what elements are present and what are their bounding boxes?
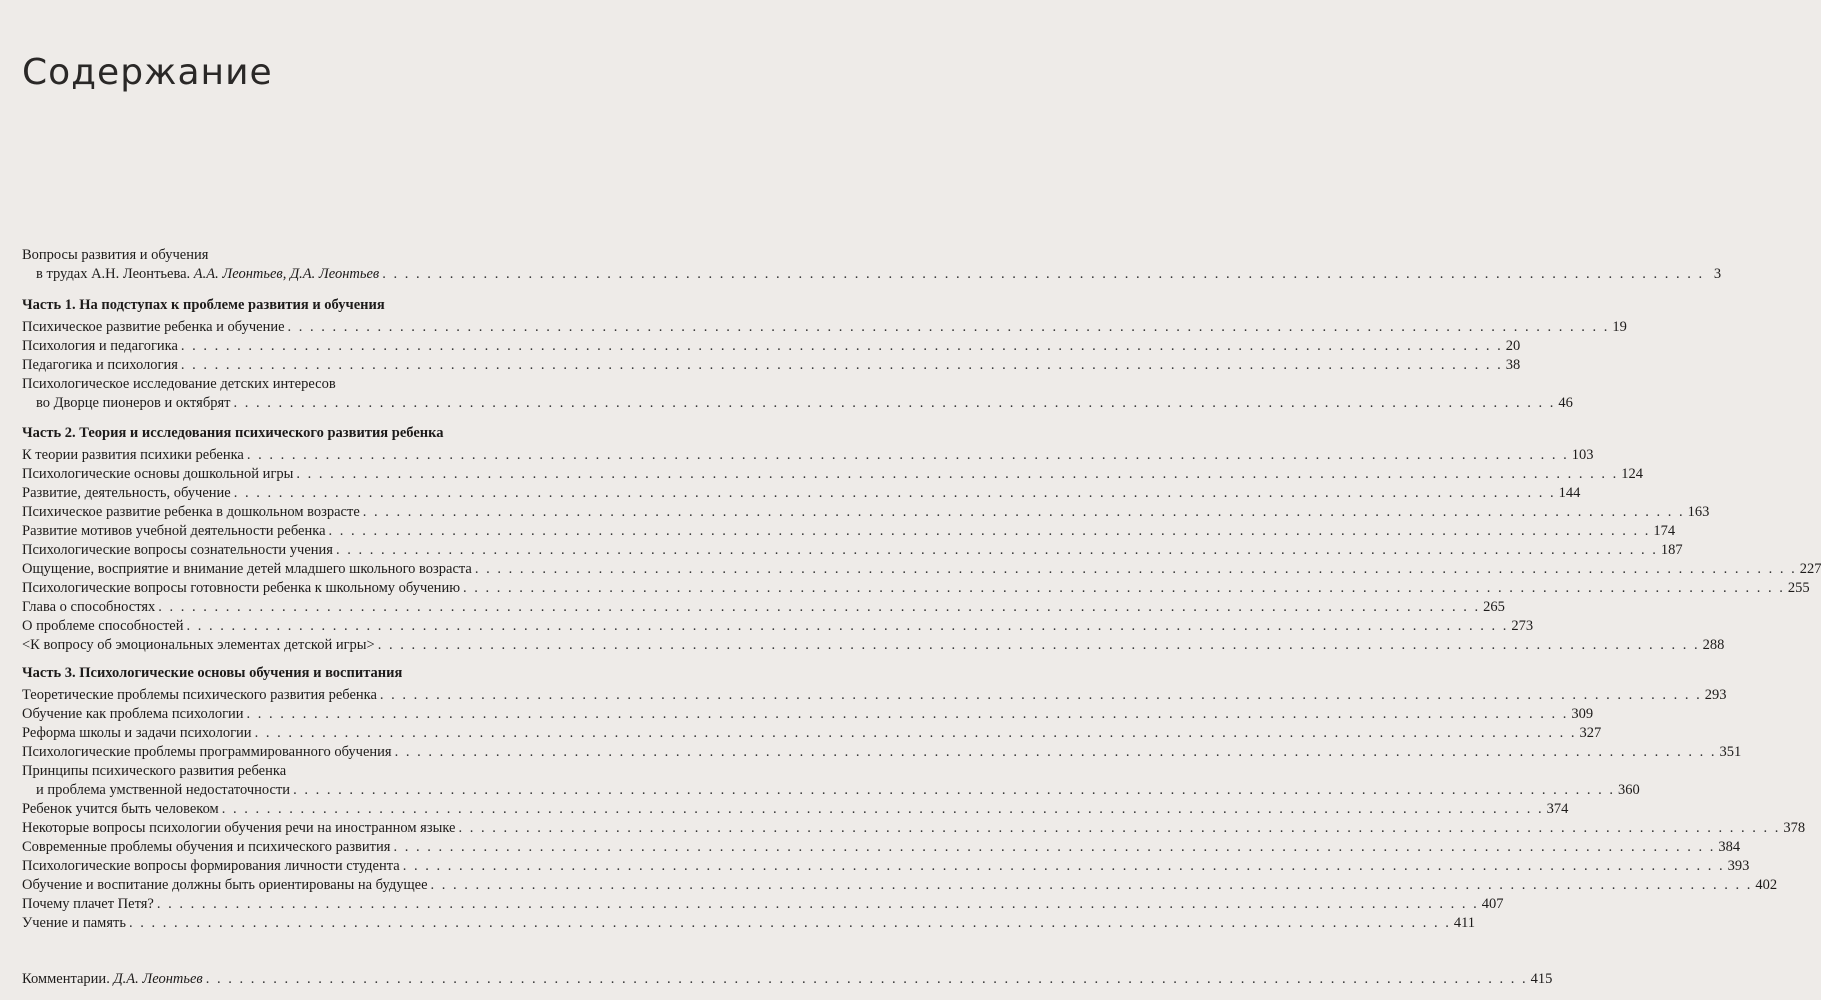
toc-entry[interactable]: Психологические вопросы готовности ребенка к школьному обучению . . . . . . . . . . . . . . . . . . . . . . . . . . . . . . . . . . . . . . . . . . . . . . . . . . . . . . . . . . . . . . . . . . . . . . . . . . . . . . . . . . . . . . . . . . . . . . . . . . . . . . . . . . . . . . . . . . . . . . 255 [22,580,1810,596]
part1-heading: Часть 1. На подступах к проблеме развития и обучения [22,297,385,313]
page-number: 309 [1571,706,1594,722]
page-number: 46 [1558,395,1573,411]
toc-entry[interactable]: Современные проблемы обучения и психического развития . . . . . . . . . . . . . . . . . . . . . . . . . . . . . . . . . . . . . . . . . . . . . . . . . . . . . . . . . . . . . . . . . . . . . . . . . . . . . . . . . . . . . . . . . . . . . . . . . . . . . . . . . . . . . . . . . . . . . . 384 [22,839,1741,855]
page-number: 351 [1719,744,1742,760]
toc-entry-line1: Вопросы развития и обучения [22,247,209,263]
toc-entry[interactable]: Психическое развитие ребенка в дошкольном возрасте . . . . . . . . . . . . . . . . . . . . . . . . . . . . . . . . . . . . . . . . . . . . . . . . . . . . . . . . . . . . . . . . . . . . . . . . . . . . . . . . . . . . . . . . . . . . . . . . . . . . . . . . . . . . . . . . . . . . . . 163 [22,504,1710,520]
toc-comments [22,970,1553,989]
toc-intro [22,246,1722,284]
dot-leader: . . . . . . . . . . . . . . . . . . . . . . . . . . . . . . . . . . . . . . . . . . . . . . . . . . . . . . . . . . . . . . . . . . . . . . . . . . . . . . . . . . . . . . . . . . . . . . . . . . . . . . . . . . . . . . . . . . . . . . [128,915,1451,931]
page-number: 411 [1453,915,1476,931]
dot-leader: . . . . . . . . . . . . . . . . . . . . . . . . . . . . . . . . . . . . . . . . . . . . . . . . . . . . . . . . . . . . . . . . . . . . . . . . . . . . . . . . . . . . . . . . . . . . . . . . . . . . . . . . . . . . . . . . . . . . . . [180,357,1503,373]
dot-leader: . . . . . . . . . . . . . . . . . . . . . . . . . . . . . . . . . . . . . . . . . . . . . . . . . . . . . . . . . . . . . . . . . . . . . . . . . . . . . . . . . . . . . . . . . . . . . . . . . . . . . . . . . . . . . . . . . . . . . . [458,820,1781,836]
toc-entry-text: в трудах А.Н. Леонтьева. А.А. Леонтьев, Д.А. Леонтьев [36,266,380,282]
dot-leader: . . . . . . . . . . . . . . . . . . . . . . . . . . . . . . . . . . . . . . . . . . . . . . . . . . . . . . . . . . . . . . . . . . . . . . . . . . . . . . . . . . . . . . . . . . . . . . . . . . . . . . . . . . . . . . . . . . . . . . [382,266,1705,282]
toc-entry[interactable]: <К вопросу об эмоциональных элементах детской игры> . . . . . . . . . . . . . . . . . . . . . . . . . . . . . . . . . . . . . . . . . . . . . . . . . . . . . . . . . . . . . . . . . . . . . . . . . . . . . . . . . . . . . . . . . . . . . . . . . . . . . . . . . . . . . . . . . . . . . . 288 [22,637,1725,653]
toc-entry[interactable]: Некоторые вопросы психологии обучения речи на иностранном языке . . . . . . . . . . . . . . . . . . . . . . . . . . . . . . . . . . . . . . . . . . . . . . . . . . . . . . . . . . . . . . . . . . . . . . . . . . . . . . . . . . . . . . . . . . . . . . . . . . . . . . . . . . . . . . . . . . . . . . 378 [22,820,1806,836]
dot-leader: . . . . . . . . . . . . . . . . . . . . . . . . . . . . . . . . . . . . . . . . . . . . . . . . . . . . . . . . . . . . . . . . . . . . . . . . . . . . . . . . . . . . . . . . . . . . . . . . . . . . . . . . . . . . . . . . . . . . . . [186,618,1509,634]
dot-leader: . . . . . . . . . . . . . . . . . . . . . . . . . . . . . . . . . . . . . . . . . . . . . . . . . . . . . . . . . . . . . . . . . . . . . . . . . . . . . . . . . . . . . . . . . . . . . . . . . . . . . . . . . . . . . . . . . . . . . . [221,801,1544,817]
page-number: 174 [1653,523,1676,539]
toc-entry[interactable]: Принципы психического развития ребенка и проблема умственной недостаточности . . . . . . . . . . . . . . . . . . . . . . . . . . . . . . . . . . . . . . . . . . . . . . . . . . . . . . . . . . . . . . . . . . . . . . . . . . . . . . . . . . . . . . . . . . . . . . . . . . . . . . . . . . . . . . . . . . . . . . 360 [22,763,1640,798]
part2-heading: Часть 2. Теория и исследования психического развития ребенка [22,425,444,441]
dot-leader: . . . . . . . . . . . . . . . . . . . . . . . . . . . . . . . . . . . . . . . . . . . . . . . . . . . . . . . . . . . . . . . . . . . . . . . . . . . . . . . . . . . . . . . . . . . . . . . . . . . . . . . . . . . . . . . . . . . . . . [379,687,1702,703]
toc-entry-comments[interactable] [22,970,1553,989]
page-number: 293 [1704,687,1727,703]
dot-leader: . . . . . . . . . . . . . . . . . . . . . . . . . . . . . . . . . . . . . . . . . . . . . . . . . . . . . . . . . . . . . . . . . . . . . . . . . . . . . . . . . . . . . . . . . . . . . . . . . . . . . . . . . . . . . . . . . . . . . . [293,782,1615,798]
toc-entry[interactable]: Глава о способностях . . . . . . . . . . . . . . . . . . . . . . . . . . . . . . . . . . . . . . . . . . . . . . . . . . . . . . . . . . . . . . . . . . . . . . . . . . . . . . . . . . . . . . . . . . . . . . . . . . . . . . . . . . . . . . . . . . . . . . 265 [22,599,1505,615]
page-number: 415 [1530,971,1553,987]
page-number: 38 [1505,357,1521,373]
dot-leader: . . . . . . . . . . . . . . . . . . . . . . . . . . . . . . . . . . . . . . . . . . . . . . . . . . . . . . . . . . . . . . . . . . . . . . . . . . . . . . . . . . . . . . . . . . . . . . . . . . . . . . . . . . . . . . . . . . . . . . [233,395,1556,411]
toc-entry[interactable]: Психологические основы дошкольной игры . . . . . . . . . . . . . . . . . . . . . . . . . . . . . . . . . . . . . . . . . . . . . . . . . . . . . . . . . . . . . . . . . . . . . . . . . . . . . . . . . . . . . . . . . . . . . . . . . . . . . . . . . . . . . . . . . . . . . . 124 [22,466,1644,482]
page-number: 407 [1481,896,1504,912]
dot-leader: . . . . . . . . . . . . . . . . . . . . . . . . . . . . . . . . . . . . . . . . . . . . . . . . . . . . . . . . . . . . . . . . . . . . . . . . . . . . . . . . . . . . . . . . . . . . . . . . . . . . . . . . . . . . . . . . . . . . . . [156,896,1479,912]
toc-entry[interactable]: Психологические вопросы формирования личности студента . . . . . . . . . . . . . . . . . . . . . . . . . . . . . . . . . . . . . . . . . . . . . . . . . . . . . . . . . . . . . . . . . . . . . . . . . . . . . . . . . . . . . . . . . . . . . . . . . . . . . . . . . . . . . . . . . . . . . . 393 [22,858,1750,874]
authors: А.А. Леонтьев, Д.А. Леонтьев [193,266,380,282]
dot-leader: . . . . . . . . . . . . . . . . . . . . . . . . . . . . . . . . . . . . . . . . . . . . . . . . . . . . . . . . . . . . . . . . . . . . . . . . . . . . . . . . . . . . . . . . . . . . . . . . . . . . . . . . . . . . . . . . . . . . . . [205,971,1528,987]
dot-leader: . . . . . . . . . . . . . . . . . . . . . . . . . . . . . . . . . . . . . . . . . . . . . . . . . . . . . . . . . . . . . . . . . . . . . . . . . . . . . . . . . . . . . . . . . . . . . . . . . . . . . . . . . . . . . . . . . . . . . . [393,839,1716,855]
toc-entry[interactable]: Теоретические проблемы психического развития ребенка . . . . . . . . . . . . . . . . . . . . . . . . . . . . . . . . . . . . . . . . . . . . . . . . . . . . . . . . . . . . . . . . . . . . . . . . . . . . . . . . . . . . . . . . . . . . . . . . . . . . . . . . . . . . . . . . . . . . . . 293 [22,687,1727,703]
page-number: 327 [1579,725,1602,741]
toc-entry[interactable]: Психическое развитие ребенка и обучение . . . . . . . . . . . . . . . . . . . . . . . . . . . . . . . . . . . . . . . . . . . . . . . . . . . . . . . . . . . . . . . . . . . . . . . . . . . . . . . . . . . . . . . . . . . . . . . . . . . . . . . . . . . . . . . . . . . . . . 19 [22,319,1627,335]
page-number: 288 [1702,637,1725,653]
toc-entry[interactable]: Психологические проблемы программированного обучения . . . . . . . . . . . . . . . . . . . . . . . . . . . . . . . . . . . . . . . . . . . . . . . . . . . . . . . . . . . . . . . . . . . . . . . . . . . . . . . . . . . . . . . . . . . . . . . . . . . . . . . . . . . . . . . . . . . . . . 351 [22,744,1742,760]
toc-entry[interactable]: Почему плачет Петя? . . . . . . . . . . . . . . . . . . . . . . . . . . . . . . . . . . . . . . . . . . . . . . . . . . . . . . . . . . . . . . . . . . . . . . . . . . . . . . . . . . . . . . . . . . . . . . . . . . . . . . . . . . . . . . . . . . . . . . 407 [22,896,1504,912]
dot-leader: . . . . . . . . . . . . . . . . . . . . . . . . . . . . . . . . . . . . . . . . . . . . . . . . . . . . . . . . . . . . . . . . . . . . . . . . . . . . . . . . . . . . . . . . . . . . . . . . . . . . . . . . . . . . . . . . . . . . . . [180,338,1503,354]
page-number: 3 [1713,266,1722,282]
part3-list [22,686,1806,933]
page-number: 163 [1687,504,1710,520]
page-number: 227 [1799,561,1821,577]
page-number: 19 [1612,319,1627,335]
toc-entry[interactable]: Психология и педагогика . . . . . . . . . . . . . . . . . . . . . . . . . . . . . . . . . . . . . . . . . . . . . . . . . . . . . . . . . . . . . . . . . . . . . . . . . . . . . . . . . . . . . . . . . . . . . . . . . . . . . . . . . . . . . . . . . . . . . . 20 [22,338,1521,354]
page-number: 265 [1483,599,1505,615]
dot-leader: . . . . . . . . . . . . . . . . . . . . . . . . . . . . . . . . . . . . . . . . . . . . . . . . . . . . . . . . . . . . . . . . . . . . . . . . . . . . . . . . . . . . . . . . . . . . . . . . . . . . . . . . . . . . . . . . . . . . . . [402,858,1725,874]
dot-leader: . . . . . . . . . . . . . . . . . . . . . . . . . . . . . . . . . . . . . . . . . . . . . . . . . . . . . . . . . . . . . . . . . . . . . . . . . . . . . . . . . . . . . . . . . . . . . . . . . . . . . . . . . . . . . . . . . . . . . . [233,485,1556,501]
dot-leader: . . . . . . . . . . . . . . . . . . . . . . . . . . . . . . . . . . . . . . . . . . . . . . . . . . . . . . . . . . . . . . . . . . . . . . . . . . . . . . . . . . . . . . . . . . . . . . . . . . . . . . . . . . . . . . . . . . . . . . [328,523,1651,539]
dot-leader: . . . . . . . . . . . . . . . . . . . . . . . . . . . . . . . . . . . . . . . . . . . . . . . . . . . . . . . . . . . . . . . . . . . . . . . . . . . . . . . . . . . . . . . . . . . . . . . . . . . . . . . . . . . . . . . . . . . . . . [377,637,1700,653]
page-number: 273 [1511,618,1534,634]
toc-entry[interactable]: Развитие, деятельность, обучение . . . . . . . . . . . . . . . . . . . . . . . . . . . . . . . . . . . . . . . . . . . . . . . . . . . . . . . . . . . . . . . . . . . . . . . . . . . . . . . . . . . . . . . . . . . . . . . . . . . . . . . . . . . . . . . . . . . . . . 144 [22,485,1581,501]
dot-leader: . . . . . . . . . . . . . . . . . . . . . . . . . . . . . . . . . . . . . . . . . . . . . . . . . . . . . . . . . . . . . . . . . . . . . . . . . . . . . . . . . . . . . . . . . . . . . . . . . . . . . . . . . . . . . . . . . . . . . . [362,504,1685,520]
dot-leader: . . . . . . . . . . . . . . . . . . . . . . . . . . . . . . . . . . . . . . . . . . . . . . . . . . . . . . . . . . . . . . . . . . . . . . . . . . . . . . . . . . . . . . . . . . . . . . . . . . . . . . . . . . . . . . . . . . . . . . [430,877,1753,893]
part3-heading: Часть 3. Психологические основы обучения и воспитания [22,665,403,681]
page-number: 124 [1621,466,1644,482]
toc-entry[interactable]: О проблеме способностей . . . . . . . . . . . . . . . . . . . . . . . . . . . . . . . . . . . . . . . . . . . . . . . . . . . . . . . . . . . . . . . . . . . . . . . . . . . . . . . . . . . . . . . . . . . . . . . . . . . . . . . . . . . . . . . . . . . . . . 273 [22,618,1534,634]
dot-leader: . . . . . . . . . . . . . . . . . . . . . . . . . . . . . . . . . . . . . . . . . . . . . . . . . . . . . . . . . . . . . . . . . . . . . . . . . . . . . . . . . . . . . . . . . . . . . . . . . . . . . . . . . . . . . . . . . . . . . . [158,599,1481,615]
page-number: 255 [1787,580,1810,596]
page-number: 144 [1558,485,1581,501]
page-title: Содержание [22,52,273,93]
toc-entry[interactable]: Обучение и воспитание должны быть ориентированы на будущее . . . . . . . . . . . . . . . . . . . . . . . . . . . . . . . . . . . . . . . . . . . . . . . . . . . . . . . . . . . . . . . . . . . . . . . . . . . . . . . . . . . . . . . . . . . . . . . . . . . . . . . . . . . . . . . . . . . . . . 402 [22,877,1778,893]
toc-entry[interactable]: К теории развития психики ребенка . . . . . . . . . . . . . . . . . . . . . . . . . . . . . . . . . . . . . . . . . . . . . . . . . . . . . . . . . . . . . . . . . . . . . . . . . . . . . . . . . . . . . . . . . . . . . . . . . . . . . . . . . . . . . . . . . . . . . . 103 [22,447,1594,463]
toc-entry-text: Комментарии. Д.А. Леонтьев [22,971,203,987]
dot-leader: . . . . . . . . . . . . . . . . . . . . . . . . . . . . . . . . . . . . . . . . . . . . . . . . . . . . . . . . . . . . . . . . . . . . . . . . . . . . . . . . . . . . . . . . . . . . . . . . . . . . . . . . . . . . . . . . . . . . . . [254,725,1577,741]
page-number: 20 [1505,338,1521,354]
dot-leader: . . . . . . . . . . . . . . . . . . . . . . . . . . . . . . . . . . . . . . . . . . . . . . . . . . . . . . . . . . . . . . . . . . . . . . . . . . . . . . . . . . . . . . . . . . . . . . . . . . . . . . . . . . . . . . . . . . . . . . [463,580,1785,596]
dot-leader: . . . . . . . . . . . . . . . . . . . . . . . . . . . . . . . . . . . . . . . . . . . . . . . . . . . . . . . . . . . . . . . . . . . . . . . . . . . . . . . . . . . . . . . . . . . . . . . . . . . . . . . . . . . . . . . . . . . . . . [296,466,1619,482]
toc-entry[interactable]: Педагогика и психология . . . . . . . . . . . . . . . . . . . . . . . . . . . . . . . . . . . . . . . . . . . . . . . . . . . . . . . . . . . . . . . . . . . . . . . . . . . . . . . . . . . . . . . . . . . . . . . . . . . . . . . . . . . . . . . . . . . . . . 38 [22,357,1521,373]
toc-entry-intro[interactable] [22,246,1722,284]
toc-entry[interactable]: Учение и память . . . . . . . . . . . . . . . . . . . . . . . . . . . . . . . . . . . . . . . . . . . . . . . . . . . . . . . . . . . . . . . . . . . . . . . . . . . . . . . . . . . . . . . . . . . . . . . . . . . . . . . . . . . . . . . . . . . . . . 411 [22,915,1476,931]
page-number: 374 [1546,801,1569,817]
dot-leader: . . . . . . . . . . . . . . . . . . . . . . . . . . . . . . . . . . . . . . . . . . . . . . . . . . . . . . . . . . . . . . . . . . . . . . . . . . . . . . . . . . . . . . . . . . . . . . . . . . . . . . . . . . . . . . . . . . . . . . [246,706,1569,722]
page-number: 360 [1617,782,1640,798]
page-number: 393 [1727,858,1750,874]
dot-leader: . . . . . . . . . . . . . . . . . . . . . . . . . . . . . . . . . . . . . . . . . . . . . . . . . . . . . . . . . . . . . . . . . . . . . . . . . . . . . . . . . . . . . . . . . . . . . . . . . . . . . . . . . . . . . . . . . . . . . . [335,542,1658,558]
dot-leader: . . . . . . . . . . . . . . . . . . . . . . . . . . . . . . . . . . . . . . . . . . . . . . . . . . . . . . . . . . . . . . . . . . . . . . . . . . . . . . . . . . . . . . . . . . . . . . . . . . . . . . . . . . . . . . . . . . . . . . [246,447,1569,463]
authors: Д.А. Леонтьев [113,971,203,987]
dot-leader: . . . . . . . . . . . . . . . . . . . . . . . . . . . . . . . . . . . . . . . . . . . . . . . . . . . . . . . . . . . . . . . . . . . . . . . . . . . . . . . . . . . . . . . . . . . . . . . . . . . . . . . . . . . . . . . . . . . . . . [474,561,1797,577]
toc-entry[interactable]: Обучение как проблема психологии . . . . . . . . . . . . . . . . . . . . . . . . . . . . . . . . . . . . . . . . . . . . . . . . . . . . . . . . . . . . . . . . . . . . . . . . . . . . . . . . . . . . . . . . . . . . . . . . . . . . . . . . . . . . . . . . . . . . . . 309 [22,706,1594,722]
toc-entry[interactable]: Психологическое исследование детских интересов во Дворце пионеров и октябрят . . . . . . . . . . . . . . . . . . . . . . . . . . . . . . . . . . . . . . . . . . . . . . . . . . . . . . . . . . . . . . . . . . . . . . . . . . . . . . . . . . . . . . . . . . . . . . . . . . . . . . . . . . . . . . . . . . . . . . 46 [22,376,1573,411]
toc-entry[interactable]: Развитие мотивов учебной деятельности ребенка . . . . . . . . . . . . . . . . . . . . . . . . . . . . . . . . . . . . . . . . . . . . . . . . . . . . . . . . . . . . . . . . . . . . . . . . . . . . . . . . . . . . . . . . . . . . . . . . . . . . . . . . . . . . . . . . . . . . . . 174 [22,523,1676,539]
page-number: 402 [1755,877,1778,893]
part1-list [22,318,1627,413]
toc-entry[interactable]: Психологические вопросы сознательности учения . . . . . . . . . . . . . . . . . . . . . . . . . . . . . . . . . . . . . . . . . . . . . . . . . . . . . . . . . . . . . . . . . . . . . . . . . . . . . . . . . . . . . . . . . . . . . . . . . . . . . . . . . . . . . . . . . . . . . . 187 [22,542,1683,558]
page-number: 384 [1718,839,1741,855]
toc-entry[interactable]: Ощущение, восприятие и внимание детей младшего школьного возраста . . . . . . . . . . . . . . . . . . . . . . . . . . . . . . . . . . . . . . . . . . . . . . . . . . . . . . . . . . . . . . . . . . . . . . . . . . . . . . . . . . . . . . . . . . . . . . . . . . . . . . . . . . . . . . . . . . . . . . 227 [22,561,1821,577]
dot-leader: . . . . . . . . . . . . . . . . . . . . . . . . . . . . . . . . . . . . . . . . . . . . . . . . . . . . . . . . . . . . . . . . . . . . . . . . . . . . . . . . . . . . . . . . . . . . . . . . . . . . . . . . . . . . . . . . . . . . . . [394,744,1717,760]
toc-entry[interactable]: Ребенок учится быть человеком . . . . . . . . . . . . . . . . . . . . . . . . . . . . . . . . . . . . . . . . . . . . . . . . . . . . . . . . . . . . . . . . . . . . . . . . . . . . . . . . . . . . . . . . . . . . . . . . . . . . . . . . . . . . . . . . . . . . . . 374 [22,801,1569,817]
page-number: 187 [1660,542,1683,558]
page-number: 378 [1783,820,1806,836]
page-number: 103 [1571,447,1594,463]
toc-entry[interactable]: Реформа школы и задачи психологии . . . . . . . . . . . . . . . . . . . . . . . . . . . . . . . . . . . . . . . . . . . . . . . . . . . . . . . . . . . . . . . . . . . . . . . . . . . . . . . . . . . . . . . . . . . . . . . . . . . . . . . . . . . . . . . . . . . . . . 327 [22,725,1602,741]
part2-list [22,446,1821,655]
dot-leader: . . . . . . . . . . . . . . . . . . . . . . . . . . . . . . . . . . . . . . . . . . . . . . . . . . . . . . . . . . . . . . . . . . . . . . . . . . . . . . . . . . . . . . . . . . . . . . . . . . . . . . . . . . . . . . . . . . . . . . [287,319,1610,335]
